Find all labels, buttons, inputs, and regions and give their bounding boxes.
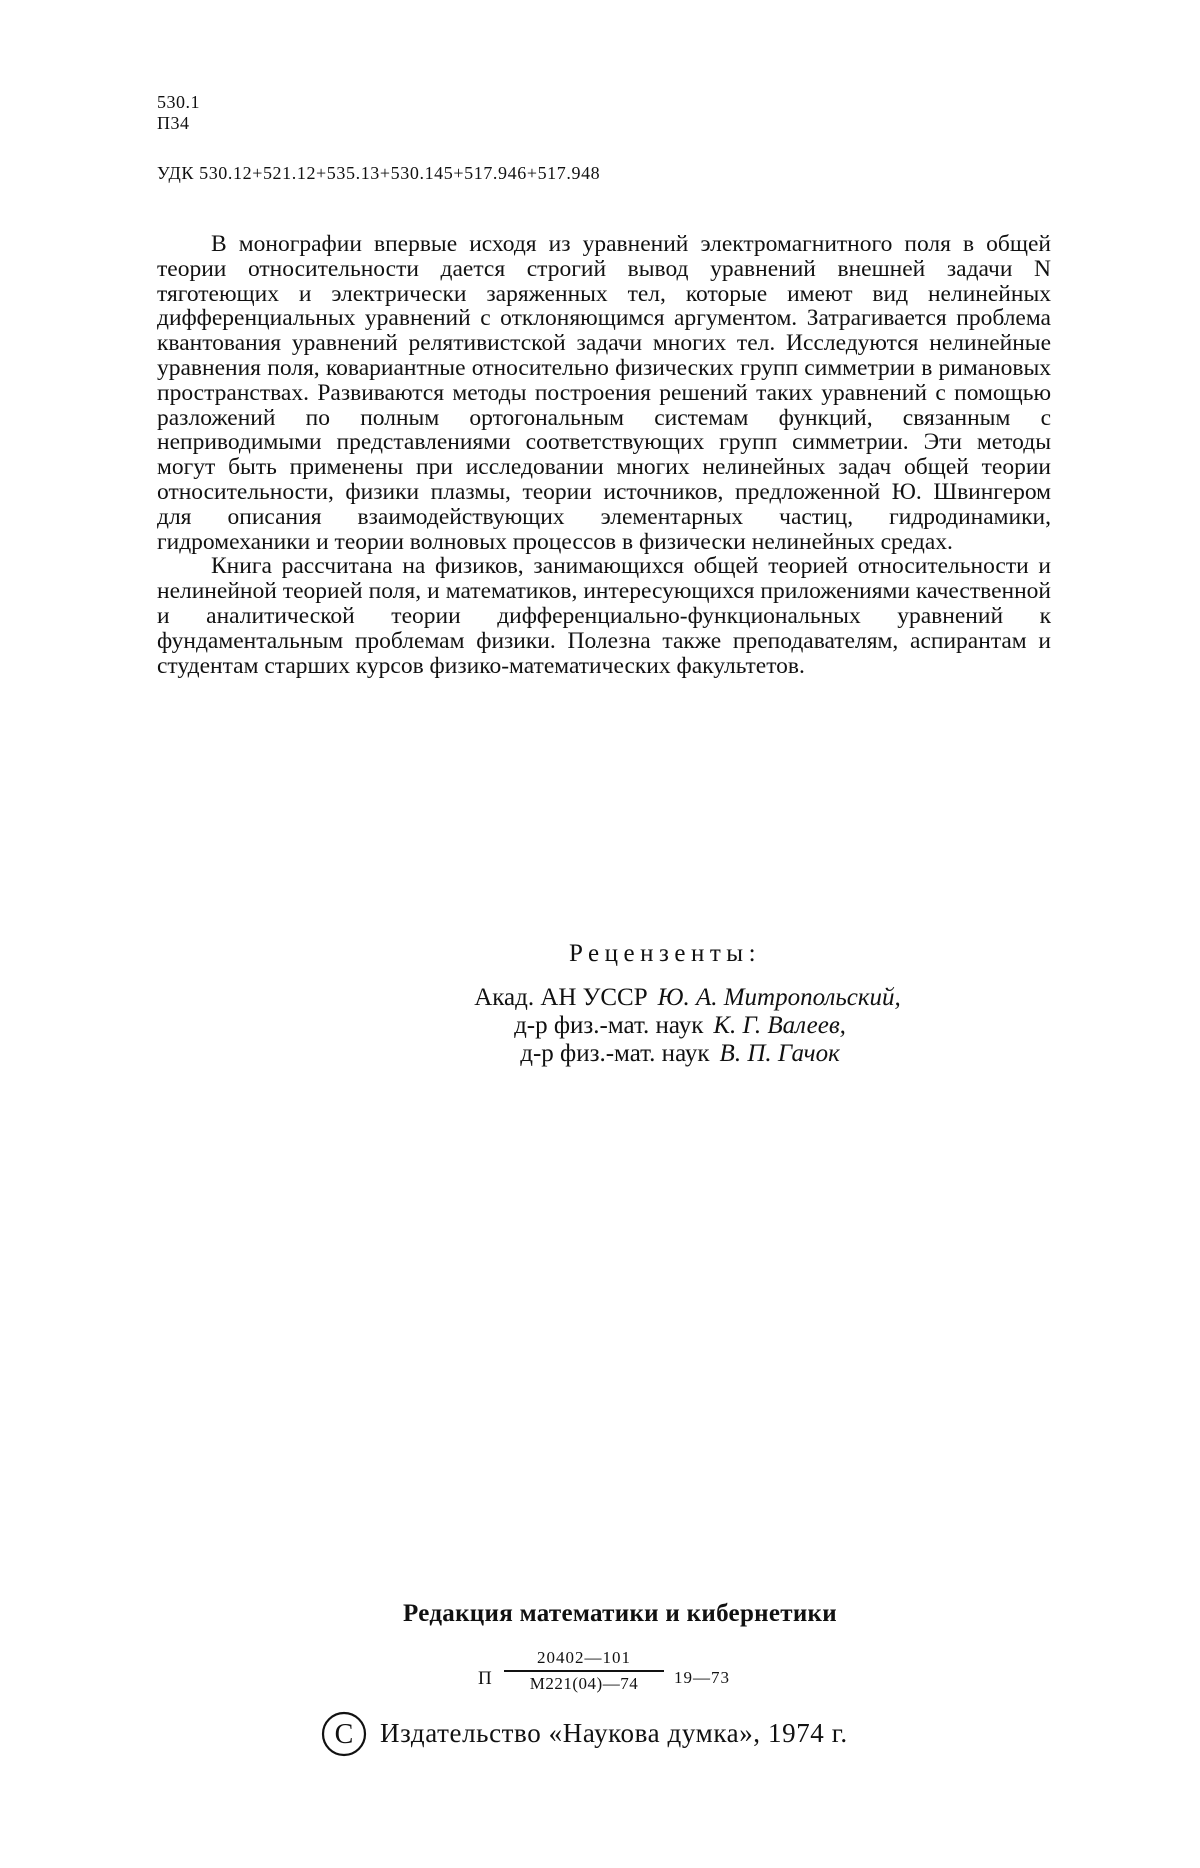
reviewers-list	[0, 984, 1200, 1068]
reviewer-line	[160, 1040, 1200, 1068]
index-fraction	[504, 1648, 664, 1694]
reviewer-name: В. П. Гачок	[719, 1040, 840, 1067]
copyright-icon	[320, 1710, 368, 1758]
editorial-office: Редакция математики и кибернетики	[403, 1600, 837, 1627]
index-suffix: 19—73	[674, 1668, 730, 1687]
reviewer-title: д-р физ.-мат. наук	[514, 1012, 704, 1039]
copyright-text: Издательство «Наукова думка», 1974 г.	[380, 1718, 848, 1748]
index-denominator: М221(04)—74	[529, 1674, 639, 1693]
reviewer-name: Ю. А. Митропольский,	[657, 984, 901, 1011]
classification-codes	[157, 92, 200, 134]
reviewer-line	[175, 984, 1200, 1012]
reviewers-heading: Рецензенты:	[568, 940, 762, 967]
reviewer-name: К. Г. Валеев,	[713, 1012, 846, 1039]
abstract-paragraph-1: В монографии впервые исходя из уравнений электромагнитного поля в общей теории относительности дается строгий вывод уравнений внешней задачи N тяготеющих и электрически заряженных тел, которые имеют вид нелинейных дифференциальных уравнений с отклоняющимся аргументом. Затрагивается проблема квантования уравнений релятивистской задачи многих тел. Исследуются нелинейные уравнения поля, ковариантные относительно физических групп симметрии в римановых пространствах. Развиваются методы построения решений таких уравнений с помощью разложений по полным ортогональным системам функций, связанным с неприводимыми представлениями соответствующих групп симметрии. Эти методы могут быть применены при исследовании многих нелинейных задач общей теории относительности, физики плазмы, теории источников, предложенной Ю. Швингером для описания взаимодействующих элементарных частиц, гидродинамики, гидромеханики и теории волновых процессов в физически нелинейных средах.	[157, 231, 1051, 555]
class-code-author-mark: П34	[157, 113, 190, 133]
class-code-primary: 530.1	[157, 92, 200, 112]
abstract	[157, 232, 1051, 678]
reviewers-block	[0, 940, 1200, 1068]
reviewer-title: д-р физ.-мат. наук	[520, 1040, 710, 1067]
index-numerator: 20402—101	[504, 1648, 664, 1672]
copyright-letter: C	[334, 1719, 354, 1750]
index-prefix: П	[478, 1668, 492, 1689]
abstract-paragraph-2: Книга рассчитана на физиков, занимающихся общей теорией относительности и нелинейной теорией поля, и математиков, интересующихся приложениями качественной и аналитической теории дифференциально-функциональных уравнений к фундаментальным проблемам физики. Полезна также преподавателям, аспирантам и студентам старших курсов физико-математических факультетов.	[157, 553, 1051, 679]
reviewer-title: Акад. АН УССР	[474, 984, 648, 1011]
udk-code: УДК 530.12+521.12+535.13+530.145+517.946+517.948	[157, 163, 601, 183]
reviewer-line	[160, 1012, 1200, 1040]
